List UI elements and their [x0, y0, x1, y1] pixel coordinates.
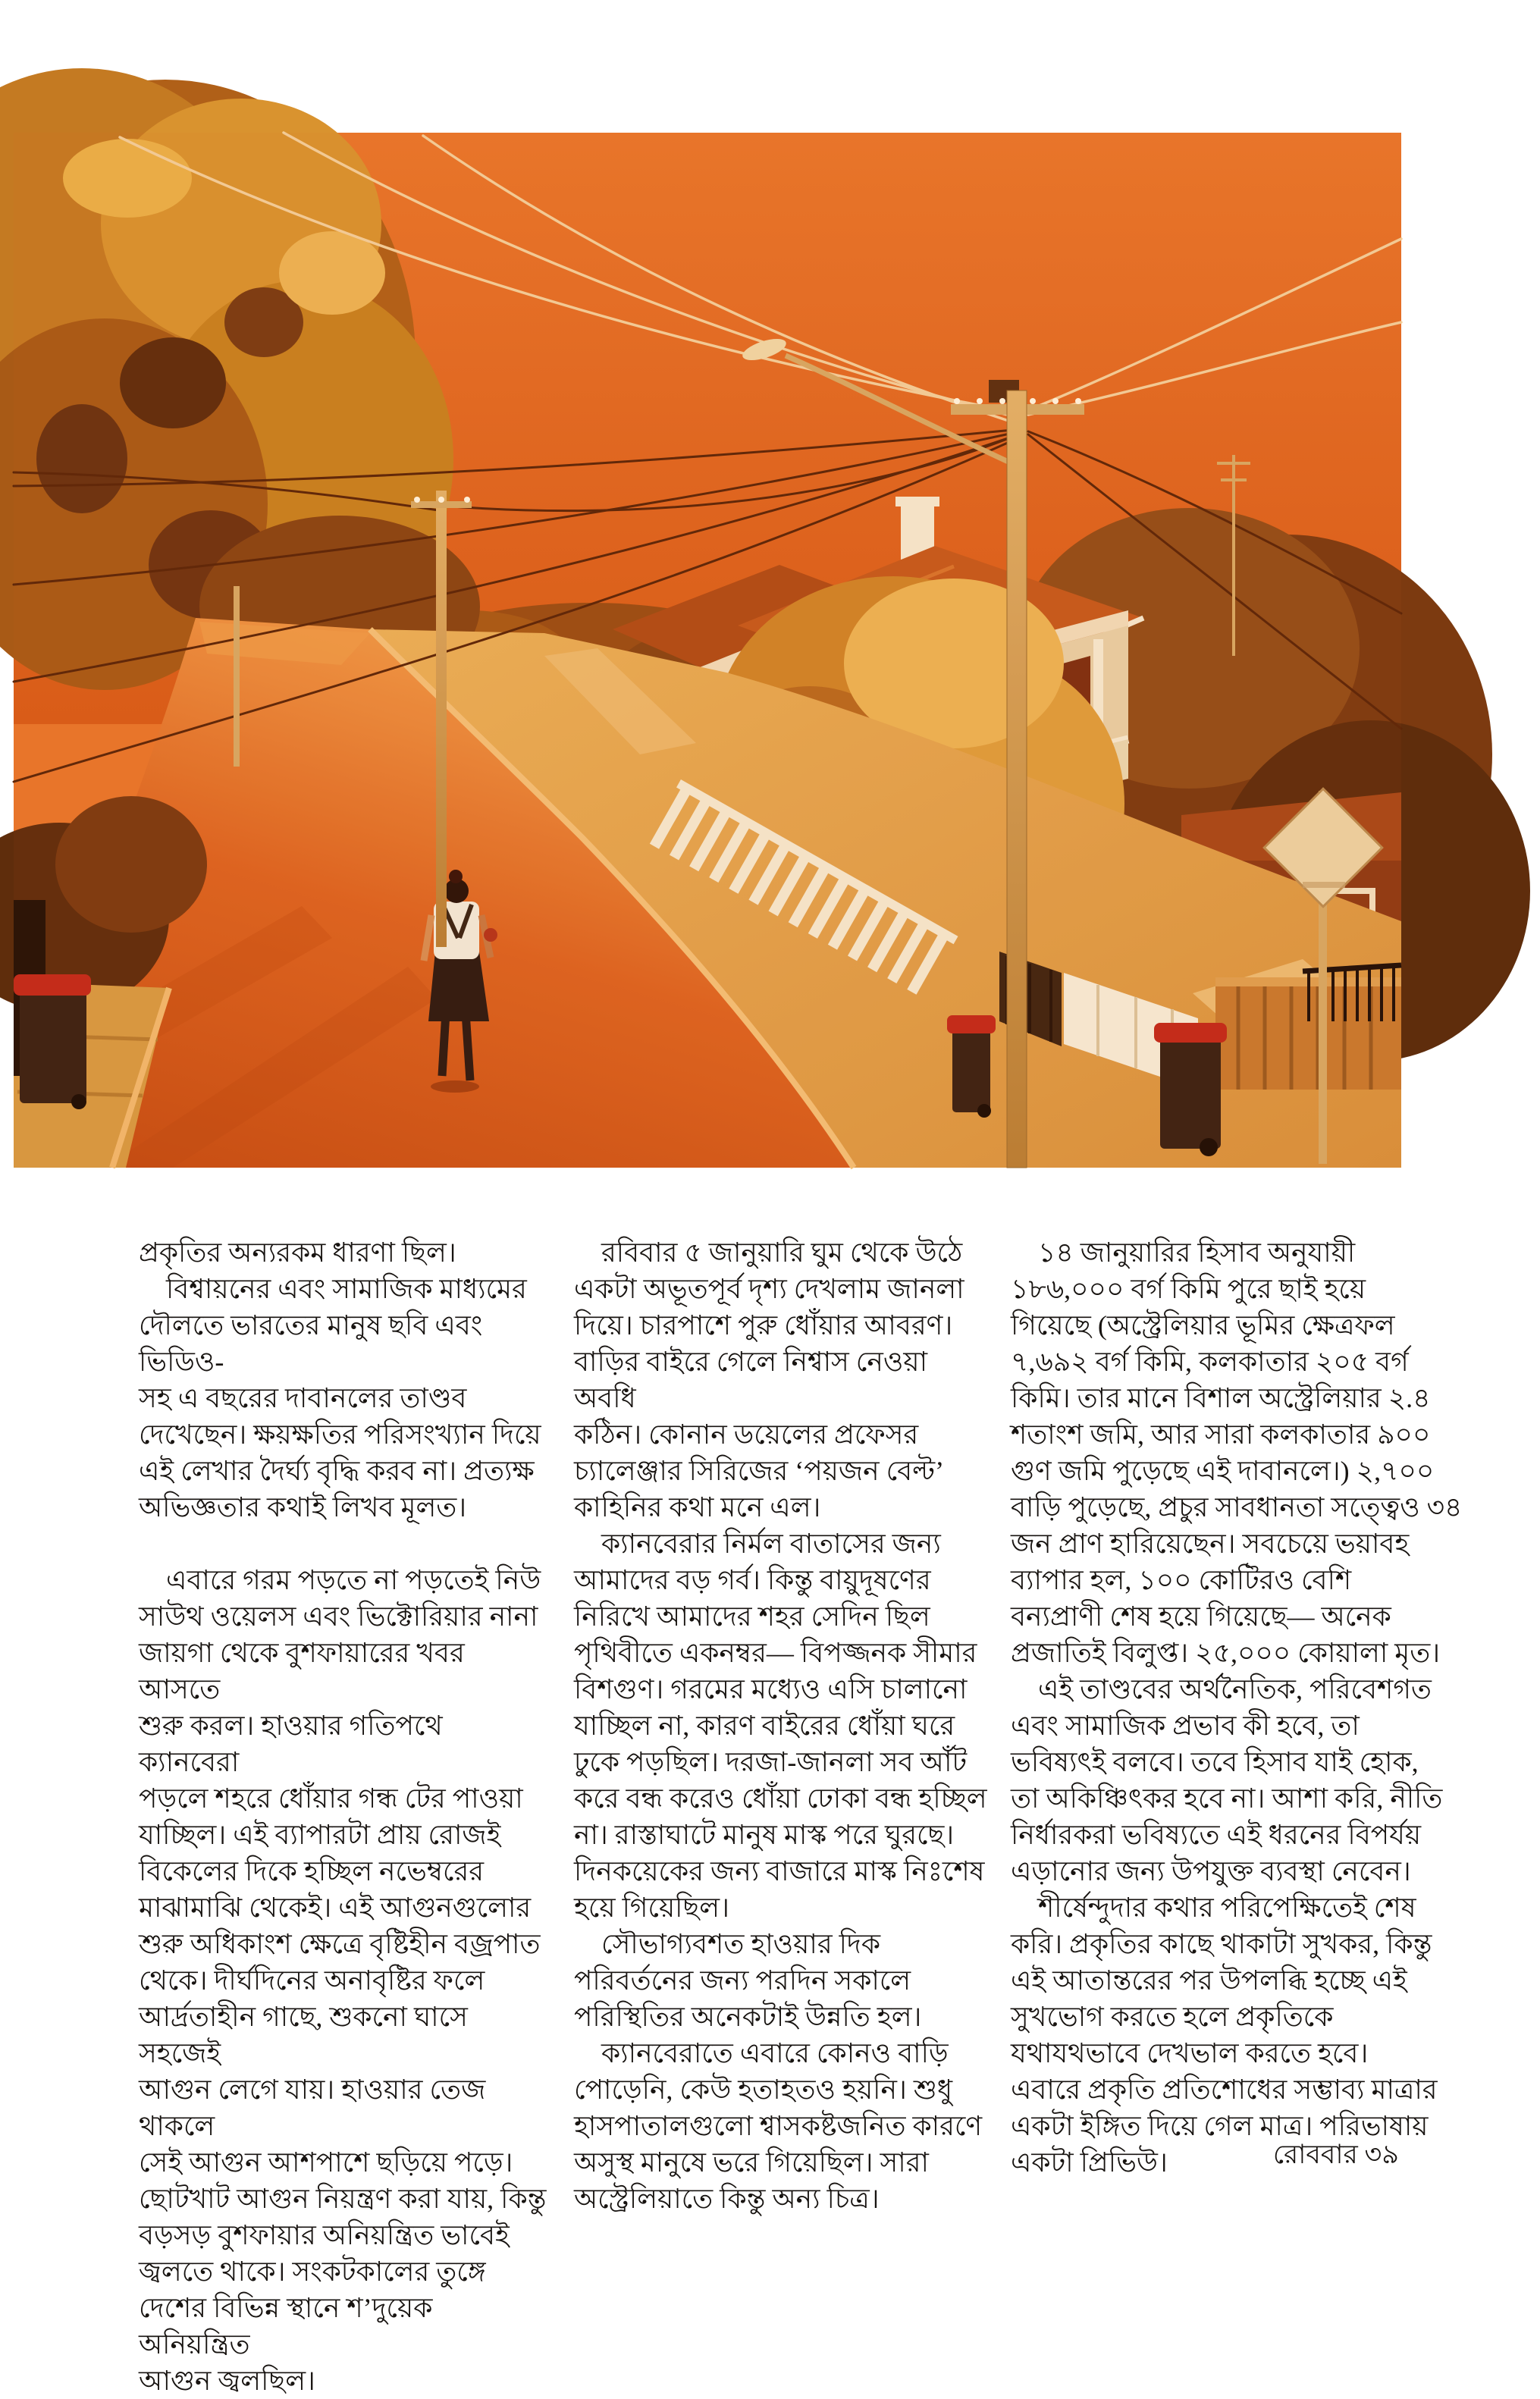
text-line: আর্দ্রতাহীন গাছে, শুকনো ঘাসে সহজেই: [139, 2002, 475, 2068]
text-line: সেই আগুন আশপাশে ছড়িয়ে পড়ে।: [139, 2147, 513, 2178]
text-line: যাচ্ছিল। এই ব্যাপারটা প্রায় রোজই: [139, 1820, 501, 1850]
text-line: এই তাণ্ডবের অর্থনৈতিক, পরিবেশগত: [1011, 1674, 1432, 1704]
text-line: পৃথিবীতে একনম্বর— বিপজ্জনক সীমার: [574, 1638, 977, 1668]
text-line: জন প্রাণ হারিয়েছেন। সবচেয়ে ভয়াবহ: [1011, 1529, 1410, 1559]
text-line: সাউথ ওয়েলস এবং ভিক্টোরিয়ার নানা: [139, 1601, 538, 1632]
text-line: আমাদের বড় গর্ব। কিন্তু বায়ুদূষণের: [574, 1565, 931, 1595]
text-line: রবিবার ৫ জানুয়ারি ঘুম থেকে উঠে: [574, 1237, 963, 1268]
text-line: তা অকিঞ্চিৎকর হবে না। আশা করি, নীতি: [1011, 1783, 1443, 1814]
text-line: একটা ইঙ্গিত দিয়ে গেল মাত্র। পরিভাষায়: [1011, 2111, 1429, 2141]
text-line: এড়ানোর জন্য উপযুক্ত ব্যবস্থা নেবেন।: [1011, 1856, 1411, 1886]
text-line: এই লেখার দৈর্ঘ্য বৃদ্ধি করব না। প্রত্যক্ষ: [139, 1456, 535, 1486]
text-line: বাড়ি পুড়েছে, প্রচুর সাবধানতা সত্ত্বেও ৩৪: [1011, 1492, 1463, 1523]
text-line: পড়লে শহরে ধোঁয়ার গন্ধ টের পাওয়া: [139, 1783, 523, 1814]
text-line: ব্যাপার হল, ১০০ কোটিরও বেশি: [1011, 1565, 1352, 1595]
text-line: হাসপাতালগুলো শ্বাসকষ্টজনিত কারণে: [574, 2111, 983, 2141]
text-line: করে বন্ধ করেও ধোঁয়া ঢোকা বন্ধ হচ্ছিল: [574, 1783, 987, 1814]
text-line: প্রজাতিই বিলুপ্ত। ২৫,০০০ কোয়ালা মৃত।: [1011, 1638, 1441, 1668]
text-line: সুখভোগ করতে হলে প্রকৃতিকে: [1011, 2002, 1334, 2032]
text-line: দেশের বিভিন্ন স্থানে শ’দুয়েক অনিয়ন্ত্রিত: [139, 2293, 440, 2360]
text-line: ১৮৬,০০০ বর্গ কিমি পুরে ছাই হয়ে: [1011, 1274, 1366, 1304]
text-line: দিনকয়েকের জন্য বাজারে মাস্ক নিঃশেষ: [574, 1856, 985, 1886]
text-line: বিকেলের দিকে হচ্ছিল নভেম্বরের: [139, 1856, 485, 1886]
text-line: এই আতান্তরের পর উপলব্ধি হচ্ছে এই: [1011, 1965, 1407, 1996]
article-column-3: [1011, 1234, 1481, 2181]
text-line: অসুস্থ মানুষে ভরে গিয়েছিল। সারা: [574, 2147, 929, 2178]
text-line: মাঝামাঝি থেকেই। এই আগুনগুলোর: [139, 1893, 532, 1923]
text-line: আগুন লেগে যায়। হাওয়ার তেজ থাকলে: [139, 2074, 493, 2141]
text-line: একটা অভূতপূর্ব দৃশ্য দেখলাম জানলা: [574, 1274, 964, 1304]
text-line: শুরু করল। হাওয়ার গতিপথে ক্যানবেরা: [139, 1711, 450, 1777]
text-line: পোড়েনি, কেউ হতাহতও হয়নি। শুধু: [574, 2074, 953, 2105]
text-line: ক্যানবেরার নির্মল বাতাসের জন্য: [574, 1529, 941, 1559]
text-line: এবারে গরম পড়তে না পড়তেই নিউ: [139, 1565, 541, 1595]
text-line: শীর্ষেন্দুদার কথার পরিপেক্ষিতেই শেষ: [1011, 1893, 1416, 1923]
text-line: দেখেছেন। ক্ষয়ক্ষতির পরিসংখ্যান দিয়ে: [139, 1419, 541, 1450]
article-column-1: [139, 1234, 548, 2399]
text-line: এবং সামাজিক প্রভাব কী হবে, তা: [1011, 1711, 1360, 1741]
text-line: যথাযথভাবে দেখভাল করতে হবে।: [1011, 2038, 1369, 2068]
text-line: শুরু অধিকাংশ ক্ষেত্রে বৃষ্টিহীন বজ্রপাত: [139, 1929, 541, 1959]
text-line: গিয়েছে (অস্ট্রেলিয়ার ভূমির ক্ষেত্রফল: [1011, 1310, 1395, 1341]
text-line: দৌলতে ভারতের মানুষ ছবি এবং ভিডিও-: [139, 1310, 490, 1377]
text-line: জ্বলতে থাকে। সংকটকালের তুঙ্গে: [139, 2256, 486, 2287]
text-line: বন্যপ্রাণী শেষ হয়ে গিয়েছে— অনেক: [1011, 1601, 1391, 1632]
bushfire-street-photo: [14, 133, 1401, 1168]
text-line: ছোটখাট আগুন নিয়ন্ত্রণ করা যায়, কিন্তু: [139, 2184, 547, 2214]
text-line: প্রকৃতির অন্যরকম ধারণা ছিল।: [139, 1237, 456, 1268]
text-line: করি। প্রকৃতির কাছে থাকাটা সুখকর, কিন্তু: [1011, 1929, 1432, 1959]
haze-overlay: [14, 133, 1401, 1168]
text-line: বিশগুণ। গরমের মধ্যেও এসি চালানো: [574, 1674, 968, 1704]
text-line: ঢুকে পড়ছিল। দরজা-জানলা সব আঁট: [574, 1747, 968, 1777]
text-line: নিরিখে আমাদের শহর সেদিন ছিল: [574, 1601, 930, 1632]
text-line: না। রাস্তাঘাটে মানুষ মাস্ক পরে ঘুরছে।: [574, 1820, 955, 1850]
text-line: চ্যালেঞ্জার সিরিজের ‘পয়জন বেল্ট’: [574, 1456, 945, 1486]
text-line: অভিজ্ঞতার কথাই লিখব মূলত।: [139, 1492, 467, 1523]
text-line: [139, 1526, 548, 1562]
text-line: সৌভাগ্যবশত হাওয়ার দিক: [574, 1929, 881, 1959]
text-line: শতাংশ জমি, আর সারা কলকাতার ৯০০: [1011, 1419, 1431, 1450]
text-line: বড়সড় বুশফায়ার অনিয়ন্ত্রিত ভাবেই: [139, 2220, 510, 2250]
text-line: দিয়ে। চারপাশে পুরু ধোঁয়ার আবরণ।: [574, 1310, 953, 1341]
text-line: ৭,৬৯২ বর্গ কিমি, কলকাতার ২০৫ বর্গ: [1011, 1347, 1409, 1377]
text-line: একটা প্রিভিউ।: [1011, 2147, 1168, 2178]
page-folio: রোববার ৩৯: [1272, 2140, 1399, 2169]
text-line: অস্ট্রেলিয়াতে কিন্তু অন্য চিত্র।: [574, 2184, 880, 2214]
text-line: থেকে। দীর্ঘদিনের অনাবৃষ্টির ফলে: [139, 1965, 485, 1996]
text-line: কিমি। তার মানে বিশাল অস্ট্রেলিয়ার ২.৪: [1011, 1383, 1431, 1413]
text-line: হয়ে গিয়েছিল।: [574, 1893, 729, 1923]
text-line: যাচ্ছিল না, কারণ বাইরের ধোঁয়া ঘরে: [574, 1711, 955, 1741]
text-line: এবারে প্রকৃতি প্রতিশোধের সম্ভাব্য মাত্রার: [1011, 2074, 1438, 2105]
text-line: ১৪ জানুয়ারির হিসাব অনুযায়ী: [1011, 1237, 1356, 1268]
text-line: নির্ধারকরা ভবিষ্যতে এই ধরনের বিপর্যয়: [1011, 1820, 1422, 1850]
text-line: কঠিন। কোনান ডয়েলের প্রফেসর: [574, 1419, 919, 1450]
text-line: সহ এ বছরের দাবানলের তাণ্ডব: [139, 1383, 467, 1413]
text-line: ভবিষ্যৎই বলবে। তবে হিসাব যাই হোক,: [1011, 1747, 1419, 1777]
text-line: বিশ্বায়নের এবং সামাজিক মাধ্যমের: [139, 1274, 527, 1304]
text-line: পরিস্থিতির অনেকটাই উন্নতি হল।: [574, 2002, 922, 2032]
text-line: ক্যানবেরাতে এবারে কোনও বাড়ি: [574, 2038, 949, 2068]
text-line: জায়গা থেকে বুশফায়ারের খবর আসতে: [139, 1638, 472, 1704]
text-line: গুণ জমি পুড়েছে এই দাবানলে।) ২,৭০০: [1011, 1456, 1435, 1486]
article-column-2: [574, 1234, 987, 2217]
text-line: পরিবর্তনের জন্য পরদিন সকালে: [574, 1965, 911, 1996]
text-line: বাড়ির বাইরে গেলে নিশ্বাস নেওয়া অবধি: [574, 1347, 935, 1413]
text-line: আগুন জ্বলছিল।: [139, 2366, 315, 2396]
text-line: কাহিনির কথা মনে এল।: [574, 1492, 821, 1523]
